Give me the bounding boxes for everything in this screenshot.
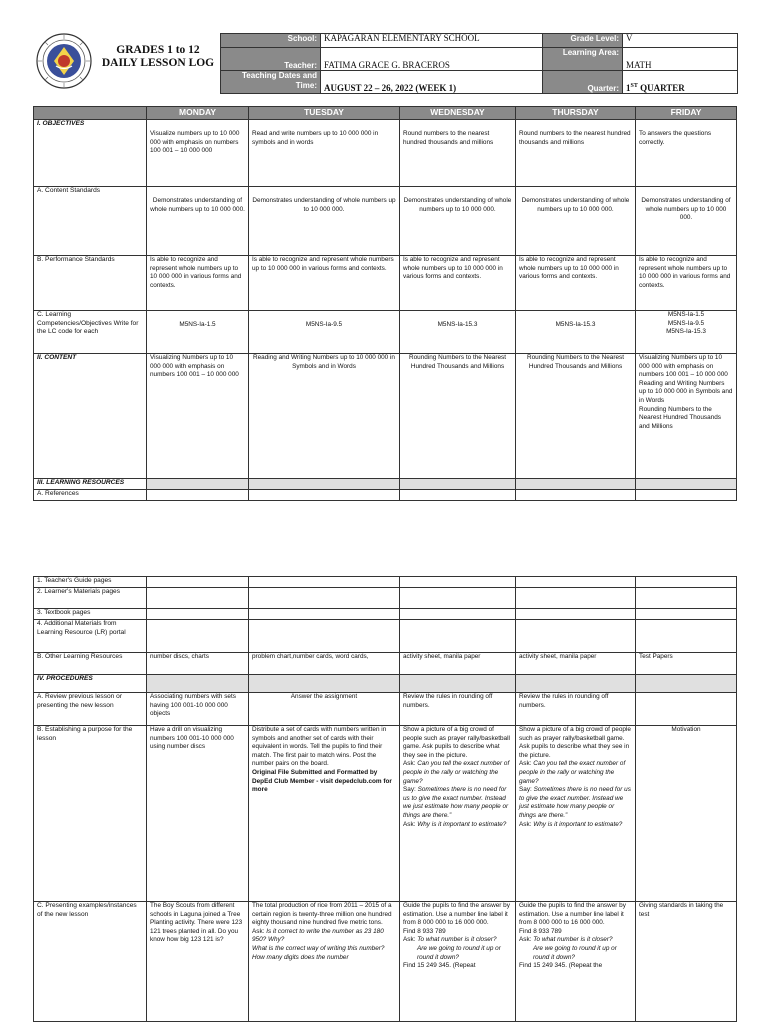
document-title: [96, 44, 220, 70]
competencies-label: C. Learning Competencies/Objectives Write for the LC code for each: [34, 311, 147, 354]
other-resources-thursday: activity sheet, manila paper: [516, 653, 636, 675]
review-thursday: Review the rules in rounding off numbers.: [516, 693, 636, 726]
references-row: [34, 490, 737, 501]
content-standards-label: A. Content Standards: [34, 187, 147, 256]
teacher-value: FATIMA GRACE G. BRACEROS: [321, 48, 543, 71]
presenting-row: [34, 902, 737, 1022]
objective-tuesday: Read and write numbers up to 10 000 000 in symbols and in words: [249, 120, 400, 187]
learning-area-label: Learning Area:: [543, 48, 623, 71]
content-standards-row: [34, 187, 737, 256]
teacher-label: Teacher:: [221, 48, 321, 71]
procedures-row: [34, 675, 737, 693]
purpose-monday: Have a drill on visualizing numbers 100 001-10 000 000 using number discs: [147, 726, 249, 902]
review-row: [34, 693, 737, 726]
performance-standards-label: B. Performance Standards: [34, 256, 147, 311]
content-standard-thursday: Demonstrates understanding of whole numbers up to 10 000 000.: [516, 187, 636, 256]
presenting-wednesday: Guide the pupils to find the answer by estimation. Use a number line label it from 8 000 000 to 16 000 000. Find 8 933 789 Ask: To what number is it closer? Are we going to round it up or round it down? Find 15 249 345. (Repeat: [400, 902, 516, 1022]
performance-standard-wednesday: Is able to recognize and represent whole numbers up to 10 000 000 in various forms and contexts.: [400, 256, 516, 311]
competency-wednesday: M5NS-Ia-15.3: [400, 311, 516, 354]
learning-resources-row: [34, 479, 737, 490]
teachers-guide-label: 1. Teacher's Guide pages: [34, 577, 147, 588]
content-standard-wednesday: Demonstrates understanding of whole numbers up to 10 000 000.: [400, 187, 516, 256]
content-friday: Visualizing Numbers up to 10 000 000 with emphasis on numbers 100 001 – 10 000 000 Reading and Writing Numbers up to 10 000 000 in Symbols and in Words Rounding Numbers to the Nearest Hundred Thousands and Millions: [636, 354, 737, 479]
teaching-dates-label: Teaching Dates and Time:: [221, 71, 321, 94]
teachers-guide-row: [34, 577, 737, 588]
teaching-dates-value: AUGUST 22 – 26, 2022 (WEEK 1): [321, 71, 543, 94]
other-resources-wednesday: activity sheet, manila paper: [400, 653, 516, 675]
purpose-wednesday: Show a picture of a big crowd of people such as prayer rally/basketball game. Ask pupils to describe what they see in the picture. Ask: Can you tell the exact number of people in the rally or watching the game? Say: Sometimes there is no need for us to give the exact number. Instead we just estimate how many people or things are there.” Ask: Why is it important to estimate?: [400, 726, 516, 902]
title-line-1: GRADES 1 to 12: [116, 44, 200, 56]
school-value: KAPAGARAN ELEMENTARY SCHOOL: [321, 34, 543, 48]
grade-level-value: V: [623, 34, 738, 48]
references-label: A. References: [34, 490, 147, 501]
purpose-thursday: Show a picture of a big crowd of people such as prayer rally/basketball game. Ask pupils to describe what they see in the picture. Ask: Can you tell the exact number of people in the rally or watching the game? Say: Sometimes there is no need for us to give the exact number. Instead we just estimate how many people or things are there.” Ask: Why is it important to estimate?: [516, 726, 636, 902]
purpose-tuesday-credit: Original File Submitted and Formatted by DepEd Club Member - visit depedclub.com for more: [252, 768, 392, 794]
other-resources-label: B. Other Learning Resources: [34, 653, 147, 675]
content-label: II. CONTENT: [34, 354, 147, 479]
content-standard-monday: Demonstrates understanding of whole numbers up to 10 000 000.: [147, 187, 249, 256]
content-monday: Visualizing Numbers up to 10 000 000 with emphasis on numbers 100 001 – 10 000 000: [147, 354, 249, 479]
header-info-table: [220, 33, 738, 94]
learners-materials-label: 2. Learner's Materials pages: [34, 588, 147, 609]
additional-materials-row: [34, 620, 737, 653]
presenting-tuesday: The total production of rice from 2011 – 2015 of a certain region is twenty-three million one hundred eighty thousand nine hundred five metric tons. Ask: Is it correct to write the number as 23 180 950? Why? What is the correct way of writing this number? How many digits does the number: [249, 902, 400, 1022]
objective-friday: To answers the questions correctly.: [636, 120, 737, 187]
content-standard-friday: Demonstrates understanding of whole numbers up to 10 000 000.: [636, 187, 737, 256]
deped-seal-logo: [36, 33, 92, 89]
purpose-row: [34, 726, 737, 902]
competencies-row: [34, 311, 737, 354]
content-row: [34, 354, 737, 479]
purpose-label: B. Establishing a purpose for the lesson: [34, 726, 147, 902]
presenting-label: C. Presenting examples/instances of the new lesson: [34, 902, 147, 1022]
additional-materials-label: 4. Additional Materials from Learning Resource (LR) portal: [34, 620, 147, 653]
textbook-row: [34, 609, 737, 620]
procedures-label: IV. PROCEDURES: [34, 675, 147, 693]
quarter-value: 1ST QUARTER: [623, 71, 738, 94]
review-friday: [636, 693, 737, 726]
other-resources-friday: Test Papers: [636, 653, 737, 675]
lesson-table-part-1: [33, 106, 737, 501]
other-resources-tuesday: problem chart,number cards, word cards,: [249, 653, 400, 675]
purpose-tuesday-text: Distribute a set of cards with numbers written in symbols and another set of cards with their equivalent in words. Tell the pupils to find their match. The first pair to match wins. Post the number pairs on the board.: [252, 726, 387, 768]
objectives-row: [34, 120, 737, 187]
objective-monday: Visualize numbers up to 10 000 000 with emphasis on numbers 100 001 – 10 000 000: [147, 120, 249, 187]
competency-thursday: M5NS-Ia-15.3: [516, 311, 636, 354]
objectives-label: I. OBJECTIVES: [34, 120, 147, 187]
review-tuesday: Answer the assignment: [249, 693, 400, 726]
competency-friday: M5NS-Ia-1.5 M5NS-Ia-9.5 M5NS-Ia-15.3: [636, 311, 737, 354]
performance-standard-monday: Is able to recognize and represent whole numbers up to 10 000 000 in various forms and contexts.: [147, 256, 249, 311]
textbook-label: 3. Textbook pages: [34, 609, 147, 620]
competency-monday: M5NS-Ia-1.5: [147, 311, 249, 354]
learners-materials-row: [34, 588, 737, 609]
day-tuesday: TUESDAY: [249, 107, 400, 120]
quarter-label: Quarter:: [543, 71, 623, 94]
day-thursday: THURSDAY: [516, 107, 636, 120]
performance-standards-row: [34, 256, 737, 311]
learning-area-value: MATH: [623, 48, 738, 71]
review-wednesday: Review the rules in rounding off numbers.: [400, 693, 516, 726]
presenting-thursday: Guide the pupils to find the answer by estimation. Use a number line label it from 8 000 000 to 16 000 000. Find 8 933 789 Ask: To what number is it closer? Are we going to round it up or round it down? Find 15 249 345. (Repeat the: [516, 902, 636, 1022]
review-monday: Associating numbers with sets having 100 001-10 000 000 objects: [147, 693, 249, 726]
purpose-tuesday: [249, 726, 400, 902]
corner-cell: [34, 107, 147, 120]
school-label: School:: [221, 34, 321, 48]
presenting-monday: The Boy Scouts from different schools in Laguna joined a Tree Planting activity. There were 123 121 trees planted in all. Do you know how big 123 121 is?: [147, 902, 249, 1022]
lesson-table-part-2: [33, 576, 737, 1022]
objective-wednesday: Round numbers to the nearest hundred thousands and millions: [400, 120, 516, 187]
learning-resources-label: III. LEARNING RESOURCES: [34, 479, 147, 490]
content-thursday: Rounding Numbers to the Nearest Hundred Thousands and Millions: [516, 354, 636, 479]
performance-standard-friday: Is able to recognize and represent whole numbers up to 10 000 000 in various forms and contexts.: [636, 256, 737, 311]
performance-standard-thursday: Is able to recognize and represent whole numbers up to 10 000 000 in various forms and contexts.: [516, 256, 636, 311]
other-resources-monday: number discs, charts: [147, 653, 249, 675]
title-line-2: DAILY LESSON LOG: [101, 57, 215, 69]
content-standard-tuesday: Demonstrates understanding of whole numbers up to 10 000 000.: [249, 187, 400, 256]
day-header-row: [34, 107, 737, 120]
day-monday: MONDAY: [147, 107, 249, 120]
other-resources-row: [34, 653, 737, 675]
objective-thursday: Round numbers to the nearest hundred thousands and millions: [516, 120, 636, 187]
day-wednesday: WEDNESDAY: [400, 107, 516, 120]
content-wednesday: Rounding Numbers to the Nearest Hundred Thousands and Millions: [400, 354, 516, 479]
competency-tuesday: M5NS-Ia-9.5: [249, 311, 400, 354]
review-label: A. Review previous lesson or presenting the new lesson: [34, 693, 147, 726]
day-friday: FRIDAY: [636, 107, 737, 120]
grade-level-label: Grade Level:: [543, 34, 623, 48]
content-tuesday: Reading and Writing Numbers up to 10 000 000 in Symbols and in Words: [249, 354, 400, 479]
performance-standard-tuesday: Is able to recognize and represent whole numbers up to 10 000 000 in various forms and contexts.: [249, 256, 400, 311]
presenting-friday: Giving standards in taking the test: [636, 902, 737, 1022]
purpose-friday: Motivation: [636, 726, 737, 902]
